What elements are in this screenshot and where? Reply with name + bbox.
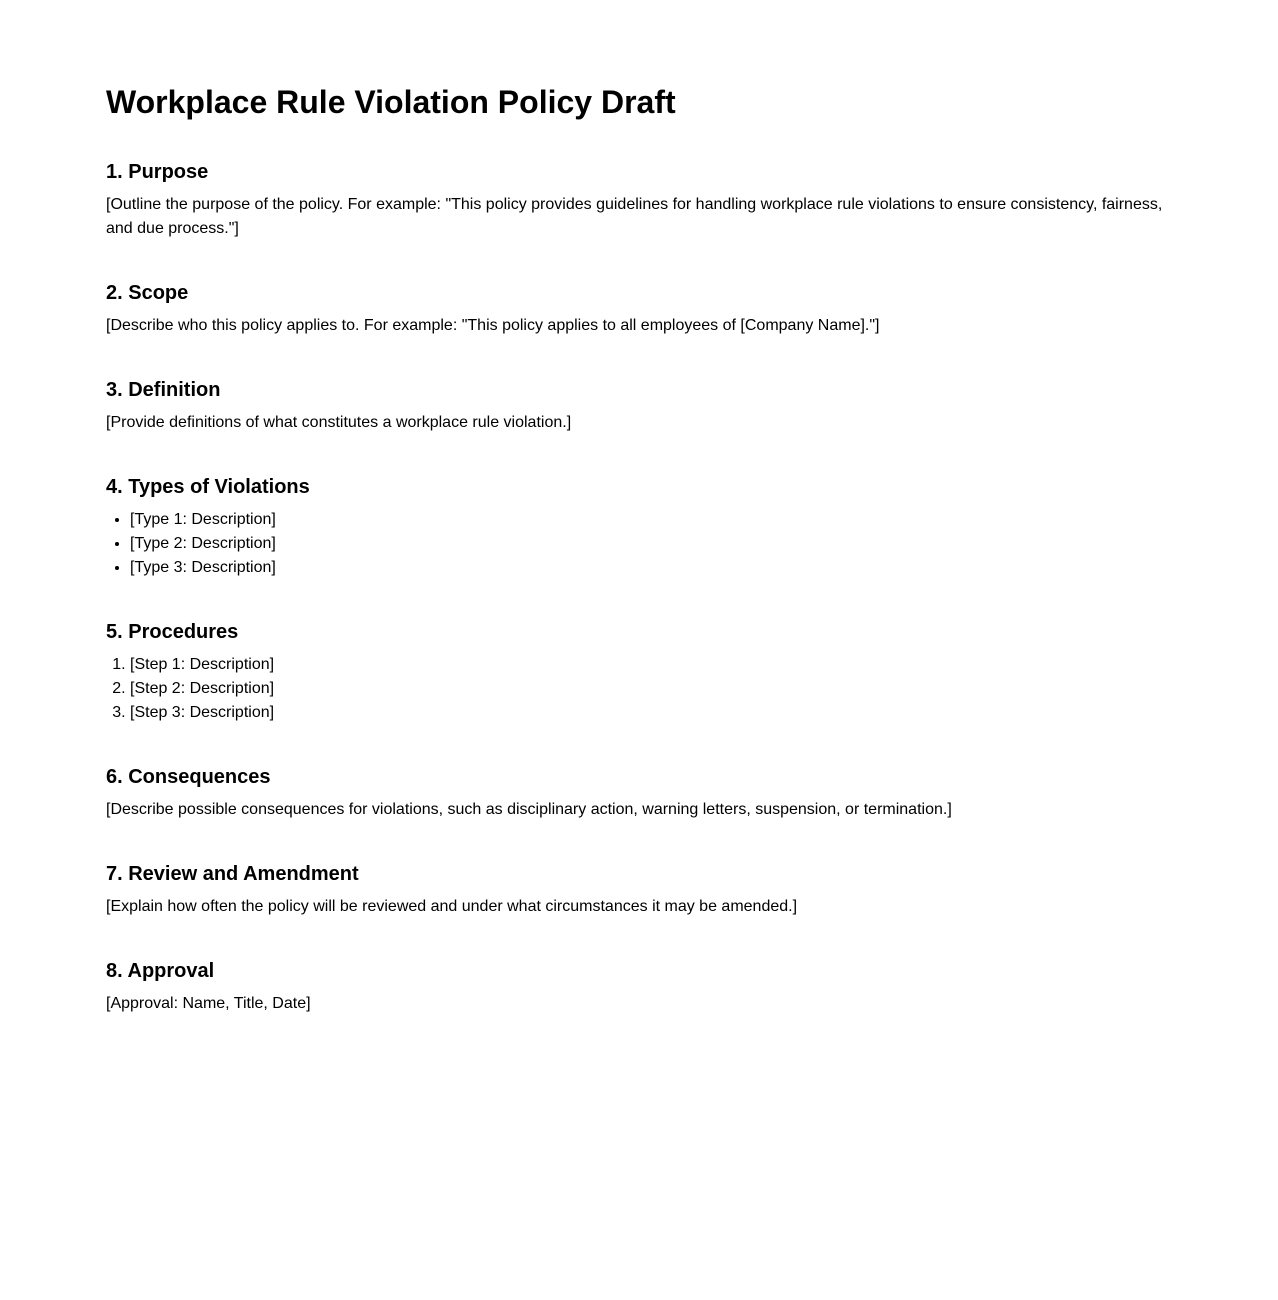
section-heading: 1. Purpose [106,161,209,183]
document-title: Workplace Rule Violation Policy Draft [106,84,676,120]
section-text: [Approval: Name, Title, Date] [106,995,311,1012]
section-definition [106,378,1172,435]
section-text: [Explain how often the policy will be reviewed and under what circumstances it may be amended.] [106,898,798,915]
section-heading: 2. Scope [106,282,189,304]
section-procedures [106,620,1172,725]
section-heading: 6. Consequences [106,766,271,788]
section-purpose [106,160,1172,241]
section-consequences [106,765,1172,822]
section-approval [106,959,1172,1016]
section-heading: 3. Definition [106,379,221,401]
section-review-and-amendment [106,862,1172,919]
list-item: • [Type 3: Description] [130,556,1172,580]
section-text: [Outline the purpose of the policy. For example: "This policy provides guidelines for handling workplace rule violations to ensure consistency, fairness, and due process."] [106,196,1163,237]
violation-types-list [106,508,1172,580]
section-text: [Describe who this policy applies to. For example: "This policy applies to all employees of [Company Name]."] [106,317,880,334]
list-item: • [Type 2: Description] [130,532,1172,556]
list-item: 2. [Step 2: Description] [130,677,1172,701]
procedure-steps-list [106,653,1172,725]
list-item: • [Type 1: Description] [130,508,1172,532]
section-heading: 7. Review and Amendment [106,863,359,885]
section-text: [Provide definitions of what constitutes a workplace rule violation.] [106,414,572,431]
section-heading: 8. Approval [106,960,215,982]
section-heading: 5. Procedures [106,621,239,643]
section-scope [106,281,1172,338]
list-item: 3. [Step 3: Description] [130,701,1172,725]
section-heading: 4. Types of Violations [106,476,310,498]
section-text: [Describe possible consequences for violations, such as disciplinary action, warning letters, suspension, or termination.] [106,801,952,818]
list-item: 1. [Step 1: Description] [130,653,1172,677]
section-types-of-violations [106,475,1172,580]
